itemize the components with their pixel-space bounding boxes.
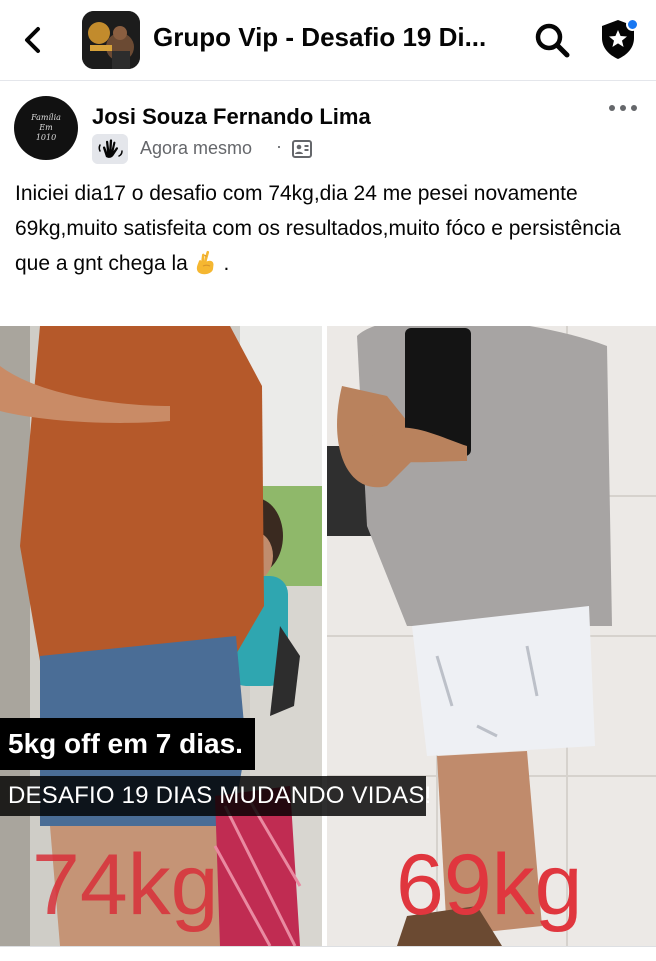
notification-dot bbox=[626, 18, 639, 31]
avatar-text-line: 1010 bbox=[35, 133, 57, 142]
weight-after-label: 69kg bbox=[396, 837, 583, 933]
post-bottom-divider bbox=[0, 946, 656, 961]
image-caption-challenge: DESAFIO 19 DIAS MUDANDO VIDAS! bbox=[0, 776, 426, 816]
group-logo-icon bbox=[82, 11, 140, 69]
group-avatar[interactable] bbox=[82, 11, 140, 69]
author-avatar[interactable] bbox=[14, 96, 78, 160]
post-meta bbox=[92, 134, 372, 164]
search-icon[interactable] bbox=[532, 20, 572, 60]
post-timestamp[interactable]: Agora mesmo bbox=[140, 138, 253, 158]
meta-separator: · bbox=[276, 136, 282, 156]
group-privacy-icon bbox=[292, 140, 312, 158]
weight-before-label: 74kg bbox=[32, 837, 219, 933]
hand-wave-icon[interactable] bbox=[92, 134, 128, 164]
avatar-text-line: Família bbox=[31, 113, 61, 122]
post-body-text bbox=[15, 176, 643, 281]
group-title[interactable]: Grupo Vip - Desafio 19 Di... bbox=[153, 22, 487, 52]
back-chevron-icon[interactable] bbox=[18, 22, 50, 58]
crossed-fingers-emoji-icon bbox=[194, 249, 218, 275]
avatar-text-line: Em bbox=[39, 123, 53, 132]
image-caption-weight-loss: 5kg off em 7 dias. bbox=[0, 718, 255, 770]
post-text-end: . bbox=[223, 252, 230, 275]
more-options-icon[interactable] bbox=[606, 100, 640, 116]
post-text-content: Iniciei dia17 o desafio com 74kg,dia 24 me pesei novamente 69kg,muito satisfeita com os resultados,muito fóco e persistência que a gnt chega la bbox=[15, 182, 621, 275]
author-name[interactable]: Josi Souza Fernando Lima bbox=[92, 104, 371, 129]
group-header bbox=[0, 0, 656, 81]
